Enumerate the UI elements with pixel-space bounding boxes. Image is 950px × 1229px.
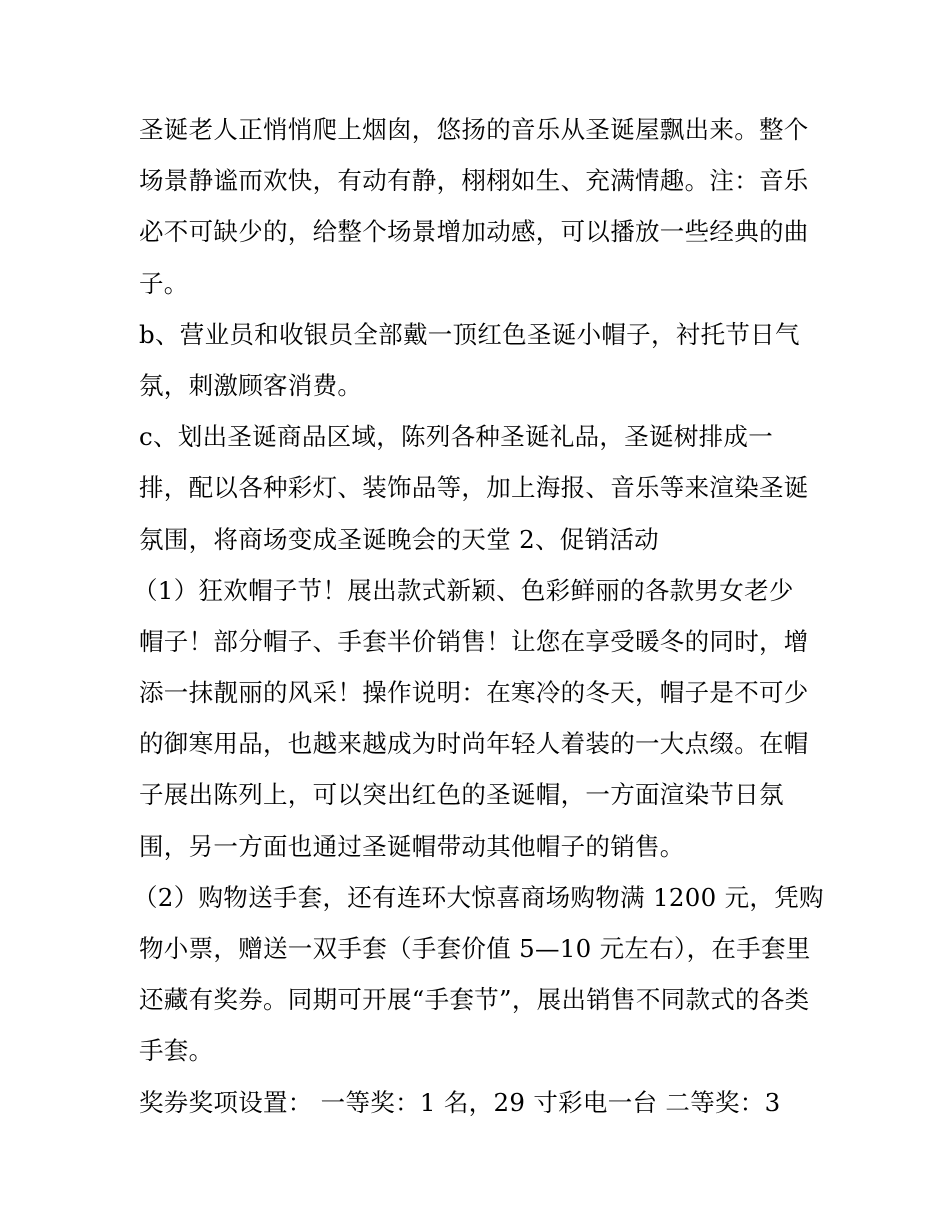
text-line: 氛围，将商场变成圣诞晚会的天堂 2、促销活动 [139,524,659,554]
text-line: 添一抹靓丽的风采！操作说明：在寒冷的冬天，帽子是不可少 [139,678,809,708]
text-line: 的御寒用品，也越来越成为时尚年轻人着装的一大点缀。在帽 [139,729,809,759]
text-line: （1）狂欢帽子节！展出款式新颖、色彩鲜丽的各款男女老少 [133,575,794,605]
text-line: c、划出圣诞商品区域，陈列各种圣诞礼品，圣诞树排成一 [139,422,774,452]
text-line: 圣诞老人正悄悄爬上烟囱，悠扬的音乐从圣诞屋飘出来。整个 [139,115,809,144]
text-line: 物小票，赠送一双手套（手套价值 5—10 元左右），在手套里 [139,934,811,963]
text-line: 子。 [139,268,189,298]
text-line: 手套。 [139,1036,214,1066]
text-line: 围，另一方面也通过圣诞帽带动其他帽子的销售。 [139,831,685,861]
text-line: （2）购物送手套，还有连环大惊喜商场购物满 1200 元，凭购 [133,882,824,912]
text-line: 奖券奖项设置： 一等奖：1 名，29 寸彩电一台 二等奖：3 [139,1087,781,1117]
text-line: 氛，刺激顾客消费。 [139,370,363,400]
text-line: b、营业员和收银员全部戴一顶红色圣诞小帽子，衬托节日气 [139,319,800,349]
text-line: 还藏有奖券。同期可开展“手套节”，展出销售不同款式的各类 [139,985,810,1015]
text-line: 必不可缺少的，给整个场景增加动感，可以播放一些经典的曲 [139,217,809,247]
text-line: 子展出陈列上，可以突出红色的圣诞帽，一方面渲染节日氛 [139,780,784,810]
text-line: 排，配以各种彩灯、装饰品等，加上海报、音乐等来渲染圣诞 [139,473,809,503]
document-body [133,104,824,1128]
text-line: 帽子！部分帽子、手套半价销售！让您在享受暖冬的同时，增 [139,626,809,656]
text-line: 场景静谧而欢快，有动有静，栩栩如生、充满情趣。注：音乐 [139,166,809,196]
